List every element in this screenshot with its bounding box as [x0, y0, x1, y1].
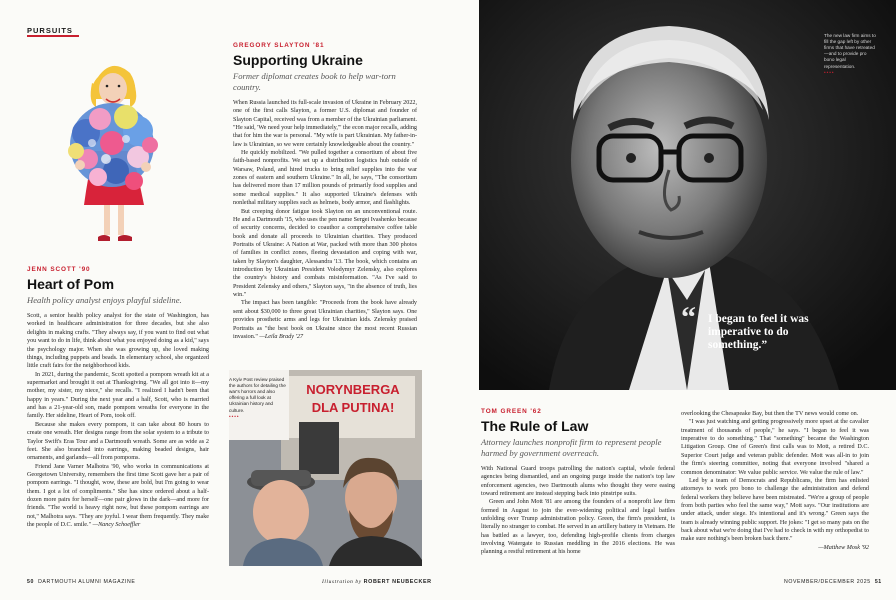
- section-label: PURSUITS: [27, 26, 73, 35]
- section-rule: [27, 35, 79, 37]
- credit-name: ROBERT NEUBECKER: [363, 579, 432, 585]
- article-eyebrow: GREGORY SLAYTON '81: [233, 42, 325, 49]
- paragraph: Green and John Mott '81 are among the founders of a nonprofit law firm formed in August to join the ever-widening political and legal battles unfolding over Trump administration policy. Green, the firm's president, is literally no stranger to combat. He served in an artillery battery in Vietnam. He has battled as a lawyer, too, defending high-profile clients from charges involving Watergate to Russian meddling in the 2016 elections. He was planning a restful retirement at his home: [481, 499, 675, 556]
- article-body: [27, 312, 209, 529]
- article-rule-of-law: [481, 408, 675, 557]
- article-dek: Health policy analyst enjoys playful sideline.: [27, 295, 182, 306]
- paragraph-text: The impact has been tangible: "Proceeds from the book have already sent about $30,000 to three great Ukrainian charities," Slayton says. One provides prosthetic arms and legs for Ukrainian kids. Zelensky praised Portraits as "the best book on Ukraine since the most recent Russian invasion.": [233, 300, 417, 340]
- paragraph: When Russia launched its full-scale invasion of Ukraine in February 2022, one of the first calls Slayton, a former U.S. diplomat and founder of Slayton Capital, received was from a member of the Ukrainian parliament. "He said, 'We need your help immediately,'" the econ major recalls, adding that for him the war is personal. "My wife is part Ukrainian. My father-in-law is Ukrainian, so we were certainly knowledgeable about the country.": [233, 99, 417, 148]
- paragraph: With National Guard troops patrolling the nation's capital, whole federal agencies being dismantled, and an ongoing purge inside the nation's top law enforcement agencies, two Dartmouth alums who thought they were easing toward retirement are instead stepping back into pinstripe suits.: [481, 465, 675, 497]
- mural-text-line1: NORYNBERGA: [306, 382, 400, 397]
- paragraph: But creeping donor fatigue took Slayton on an unconventional route. He and a Dartmouth '15, who uses the pen name Sergei Ivashenko because of security concerns, decided to coauthor a comprehensive coffee table book and donate all proceeds to Ukrainian charities. They produced Portraits of Ukraine: A Nation at War, packed with more than 300 photos of families in conflict zones, fleeing devastation and coping with war, taken by Slayton's daughter, Alessandra '13. The book, which contains an introduction by Ukrainian President Volodymyr Zelensky, also explores the country's history and combats misinformation. "As I've said to President Zelensky and others," Slayton says, "in the absence of truth, lies win.": [233, 208, 417, 299]
- portrait-caption: [824, 33, 876, 76]
- article-dek: Attorney launches nonprofit firm to represent people harmed by government overreach.: [481, 437, 662, 459]
- article-body: [233, 99, 417, 341]
- article-title: Heart of Pom: [27, 276, 115, 292]
- pompom-illustration: [40, 55, 188, 253]
- publication-name: DARTMOUTH ALUMNI MAGAZINE: [38, 579, 136, 585]
- right-folio: [784, 579, 882, 585]
- page-number: 50: [27, 579, 34, 585]
- paragraph: Led by a team of Democrats and Republicans, the firm has enlisted attorneys to work pro bono to challenge the administration and defend federal workers they believe have been mistreated. "We're a group of people from both parties who feel the same way," Mott says. "Our institutions are under attack, under siege. It's intentional and it's wrong." Green says the team is already winning public support. He jokes: "I get so many pats on the back about what we're doing that I've had to check in with my orthopedist to make sure nothing's been broken back there.": [681, 477, 869, 543]
- byline: —Leila Brady '27: [259, 333, 304, 340]
- mural-text-line2: DLA PUTINA!: [311, 400, 395, 415]
- pull-quote: I began to feel it was imperative to do something.”: [708, 313, 809, 351]
- article-body: [481, 465, 675, 557]
- page-number: 51: [874, 579, 882, 585]
- paragraph: [233, 299, 417, 341]
- byline: —Nancy Schoeffler: [92, 522, 141, 529]
- article-eyebrow: JENN SCOTT '90: [27, 266, 91, 273]
- caption-text: The new law firm aims to fill the gap left by other firms that have retreated—and to provide pro bono legal representation.: [824, 33, 876, 69]
- issue-date: NOVEMBER/DECEMBER 2025: [784, 579, 871, 585]
- caption-marker: ••••: [824, 69, 835, 75]
- paragraph-text: Friend Jane Varner Malhotra '90, who works in communications at Georgetown University, remembers the first time Scott gave her a pair of pompom earrings. "I thought, wow, these are bold, but I'm going to wear them. I got a lot of compliments." She has since ordered about a half-dozen more pairs for herself—one pair glows in the dark—and more for friends. "The world is heavy right now, but these pompom earrings are not," Malhotra says. "They are joyful. I wear them frequently. They make the people of D.C. smile.": [27, 463, 209, 529]
- paragraph: overlooking the Chesapeake Bay, but then the TV news would come on.: [681, 411, 859, 417]
- article-eyebrow: TOM GREEN '62: [481, 408, 542, 415]
- byline: —Matthew Mosk '92: [818, 544, 869, 551]
- byline-line: [681, 544, 869, 552]
- caption-text: A Kyiv Post review praised the authors for detailing the war's horrors and also offering a full look at Ukrainian history and culture.: [229, 377, 286, 413]
- paragraph: Scott, a senior health policy analyst for the state of Washington, has worked in healthcare administration for three decades, but she also delights in making crafts. "They always say, if you want to find out what you want to do in life, think about what you enjoyed doing as a kid," says the psychology major. When she was growing up, she loved making things, including puppets and beads. In elementary school, she organized little craft fairs for the neighborhood kids.: [27, 313, 209, 370]
- illustration-credit: [322, 579, 432, 585]
- article-heart-of-pom: [27, 266, 209, 529]
- credit-prefix: Illustration by: [322, 579, 362, 585]
- paragraph: He quickly mobilized. "We pulled together a consortium of about five faith-based nonprofits. We set up a distribution logistics hub outside of Warsaw, Poland, and hired trucks to bring relief supplies into the war zones of eastern and southern Ukraine." In all, he says, "The consortium has delivered more than 17 million pounds of primarily food supplies and some medical supplies." It also supported Ukraine's defenses with nonlethal military supplies such as helmets, body armor, and flashlights.: [233, 150, 417, 207]
- quote-mark-icon: “: [681, 301, 696, 334]
- article-title: Supporting Ukraine: [233, 52, 363, 68]
- article-dek: Former diplomat creates book to help war-torn country.: [233, 71, 396, 93]
- caption-marker: ••••: [229, 413, 240, 419]
- paragraph: In 2021, during the pandemic, Scott spotted a pompom wreath kit at a supermarket and brought it out at Thanksgiving. "We all got into it—my mother, my sister, my niece," she recalls. "I realized I hadn't been that happy in years." During the next year and a half, Scott, who is married and has a 21-year-old son, made pompom wreaths for everyone in the family. Her sideline, Heart of Pom, took off.: [27, 371, 209, 420]
- paragraph: "I was just watching and getting progressively more upset at the cavalier treatment of thousands of people," he says. "I began to feel it was imperative to do something." That "something" became the Washington Litigation Group. One of Green's first calls was to Mott, a retired D.C. Superior Court judge and veteran public defender. Mott was all-in to join the firm's steering committee, noting that everyone involved "shared a common denominator: We value public service. We value the rule of law.": [681, 419, 869, 476]
- article-supporting-ukraine: [233, 42, 417, 341]
- photo-caption: [229, 377, 287, 420]
- article-body: [681, 410, 869, 552]
- left-folio: [27, 579, 135, 585]
- article-rule-of-law-continued: [681, 410, 869, 552]
- paragraph: Because she makes every pompom, it can take about 80 hours to create one wreath. Her designs range from the solar system to a tribute to Taylor Swift's Eras Tour and a Dartmouth wreath. Some are as wide as 2 feet. She also branched into earrings, making beaded designs, hair ornaments, and garlands—all from pompoms.: [27, 421, 209, 462]
- paragraph: [27, 463, 209, 530]
- article-title: The Rule of Law: [481, 418, 589, 434]
